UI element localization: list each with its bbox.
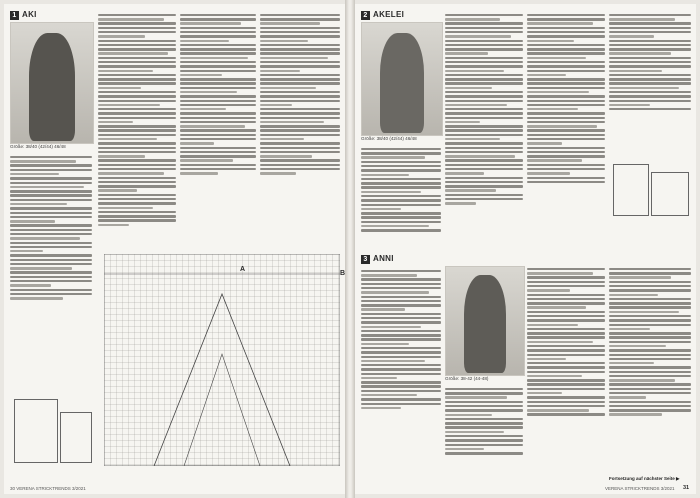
model-figure	[464, 275, 506, 373]
right-page	[355, 4, 696, 494]
anni-column-3	[527, 266, 605, 418]
schematic-front	[14, 399, 58, 463]
anni-column-2	[445, 386, 523, 456]
section-title: AKELEI	[373, 10, 405, 19]
footer-left: 30 VERENA STRICKTRENDS 3/2021	[10, 486, 86, 491]
anni-column-1	[361, 268, 441, 411]
section-number: 3	[361, 255, 370, 264]
anni-column-4	[609, 266, 691, 418]
knitting-chart	[104, 254, 340, 466]
section-heading-anni	[361, 254, 394, 264]
schematic-akelei-sleeve	[651, 172, 689, 216]
section-number: 1	[10, 11, 19, 20]
section-heading-akelei	[361, 10, 404, 20]
akelei-column-4	[609, 12, 691, 112]
chart-label-b: B	[340, 270, 345, 277]
section-heading-aki	[10, 10, 37, 20]
model-photo-aki	[10, 22, 94, 144]
section-title: AKI	[22, 10, 37, 19]
akelei-column-2	[445, 12, 523, 207]
size-line: Größe: 38/40 (42/44) 46/48	[10, 144, 66, 149]
instructions-column-4	[260, 12, 340, 177]
page-number-right: 31	[683, 485, 690, 491]
model-photo-anni	[445, 266, 525, 376]
instructions-column-1	[10, 154, 92, 301]
footer-right: VERENA STRICKTRENDS 3/2021	[605, 486, 675, 491]
akelei-column-1	[361, 146, 441, 234]
section-number: 2	[361, 11, 370, 20]
model-figure	[380, 33, 424, 133]
model-figure	[29, 33, 75, 141]
left-page	[4, 4, 345, 494]
size-line-anni: Größe: 38-42 (44-48)	[445, 376, 489, 381]
size-line-akelei: Größe: 38/40 (42/44) 46/48	[361, 136, 417, 141]
instructions-column-3	[180, 12, 256, 177]
akelei-column-3	[527, 12, 605, 185]
instructions-column-2	[98, 12, 176, 228]
schematic-sleeve	[60, 412, 92, 463]
page-gutter	[345, 0, 355, 498]
section-title: ANNI	[373, 254, 394, 263]
continuation-note: Fortsetzung auf nächster Seite ▶	[609, 476, 680, 481]
chart-label-a: A	[240, 266, 246, 273]
model-photo-akelei	[361, 22, 443, 136]
schematic-akelei-front	[613, 164, 649, 216]
